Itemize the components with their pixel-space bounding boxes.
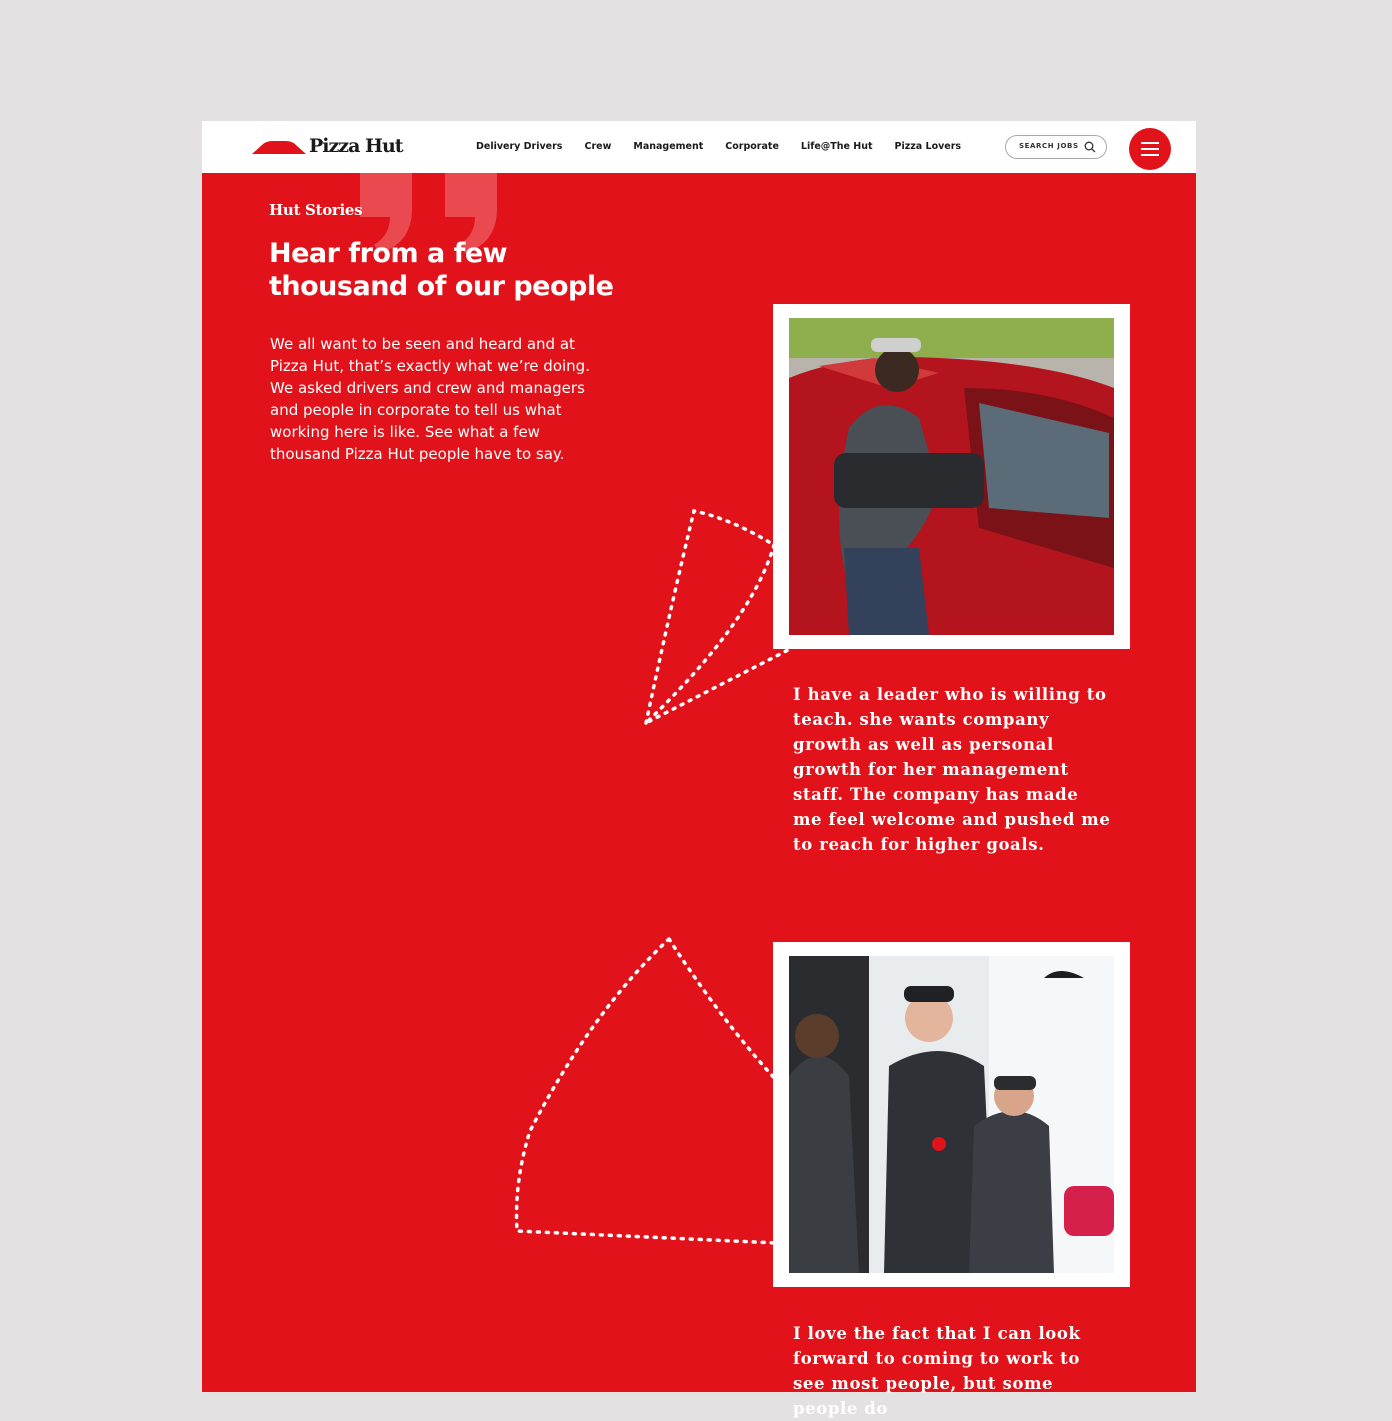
hamburger-icon-line: [1141, 142, 1159, 144]
nav-management[interactable]: Management: [633, 141, 704, 152]
nav-corporate[interactable]: Corporate: [725, 141, 779, 152]
section-eyebrow: Hut Stories: [269, 201, 363, 219]
roof-logo-icon: [252, 140, 306, 155]
crew-members-photo: [789, 956, 1114, 1273]
site-header: [202, 121, 1196, 173]
logo-wordmark: Pizza Hut: [309, 135, 403, 157]
delivery-driver-photo: [789, 318, 1114, 635]
dotted-triangle-1: [646, 511, 790, 723]
page-title: Hear from a few thousand of our people: [269, 238, 614, 302]
story-quote: I love the fact that I can look forward to coming to work to see most people, but some people do: [793, 1324, 1081, 1418]
pizza-hut-logo[interactable]: [252, 134, 412, 162]
nav-life-at-the-hut[interactable]: Life@The Hut: [800, 141, 873, 152]
main-nav: [476, 141, 983, 155]
story-photo-frame: [773, 942, 1130, 1287]
hamburger-icon-line: [1141, 148, 1159, 150]
nav-delivery-drivers[interactable]: Delivery Drivers: [476, 141, 563, 152]
dotted-slice-2: [517, 939, 777, 1243]
story-quote: I have a leader who is willing to teach. she wants company growth as well as personal growth for her management staff. The company has made me feel welcome and pushed me to reach for higher goals.: [793, 685, 1111, 854]
nav-crew[interactable]: Crew: [584, 141, 612, 152]
search-jobs-label: SEARCH JOBS: [1019, 142, 1079, 150]
intro-paragraph: We all want to be seen and heard and at Pizza Hut, that’s exactly what we’re doing. We asked drivers and crew and managers and people in corporate to tell us what working here is like. See what a few thousand Pizza Hut people have to say.: [270, 335, 590, 463]
nav-pizza-lovers[interactable]: Pizza Lovers: [894, 141, 962, 152]
page: [202, 121, 1196, 1418]
hamburger-icon-line: [1141, 154, 1159, 156]
search-jobs-button[interactable]: [1005, 135, 1107, 159]
hamburger-menu-button[interactable]: [1129, 128, 1171, 170]
search-icon: [1084, 141, 1096, 153]
story-photo-frame: [773, 304, 1130, 649]
